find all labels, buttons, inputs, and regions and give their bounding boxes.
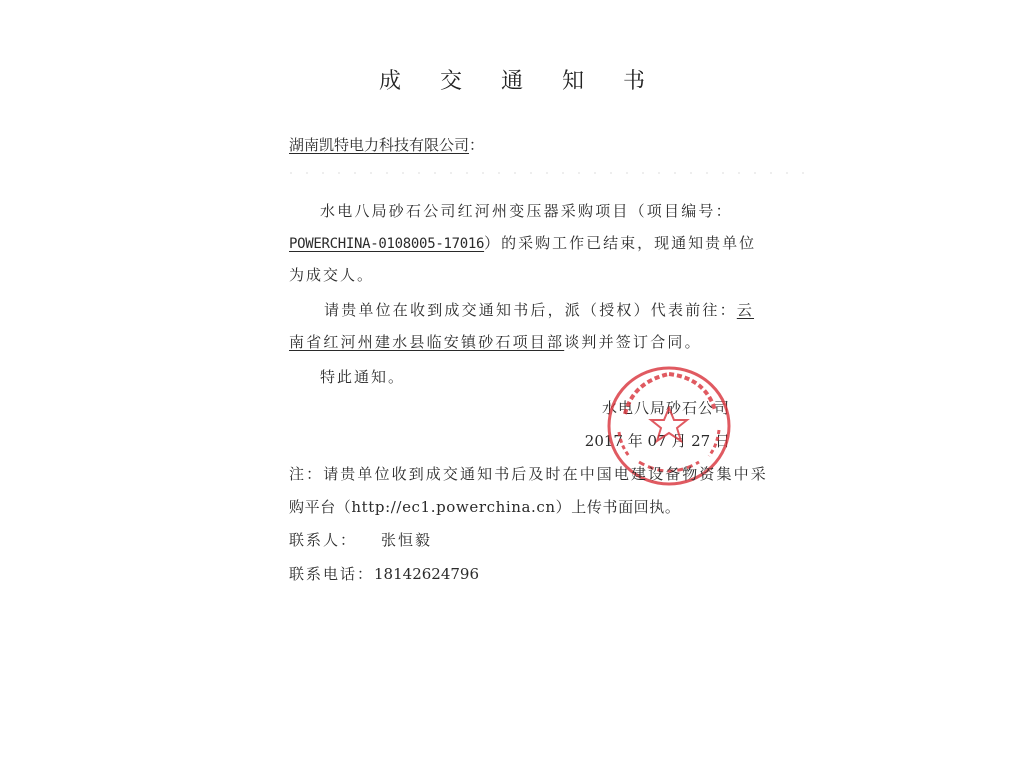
faint-dotted-divider <box>290 172 810 174</box>
paragraph-1-line-3: 为成交人。 <box>289 266 375 284</box>
note-line-1: 注：请贵单位收到成交通知书后及时在中国电建设备物资集中采 <box>289 465 768 483</box>
paragraph-2-line-2 <box>289 332 702 352</box>
paragraph-2-line-2-rest: 谈判并签订合同。 <box>564 333 702 351</box>
paragraph-2-line-1-text: 请贵单位在收到成交通知书后，派（授权）代表前往： <box>324 301 737 319</box>
contact-name: 张恒毅 <box>381 531 433 549</box>
recipient-line <box>289 135 484 155</box>
paragraph-1-line-2-rest: ）的采购工作已结束，现通知贵单位 <box>484 234 757 252</box>
paragraph-2-line-1-location: 云 <box>736 301 755 319</box>
issue-date: 2017 年 07 月 27 日 <box>584 432 730 450</box>
recipient-suffix: ： <box>469 136 485 154</box>
contact-line <box>289 530 432 550</box>
project-code: POWERCHINA-0108005-17016 <box>289 236 485 252</box>
paragraph-2-line-1 <box>324 300 754 320</box>
document-title: 成 交 通 知 书 <box>379 69 661 94</box>
phone-number: 18142624796 <box>374 565 479 583</box>
note-line-2: 购平台（http://ec1.powerchina.cn）上传书面回执。 <box>289 498 681 516</box>
recipient-name: 湖南凯特电力科技有限公司 <box>289 136 470 154</box>
phone-line <box>289 564 479 584</box>
signer-name: 水电八局砂石公司 <box>601 399 730 417</box>
closing-phrase: 特此通知。 <box>320 368 406 386</box>
paragraph-1-line-1: 水电八局砂石公司红河州变压器采购项目（项目编号： <box>320 202 733 220</box>
paragraph-1-line-2 <box>289 233 756 254</box>
project-location: 南省红河州建水县临安镇砂石项目部 <box>289 333 565 351</box>
contact-label: 联系人： <box>289 531 358 549</box>
phone-label: 联系电话： <box>289 565 375 583</box>
